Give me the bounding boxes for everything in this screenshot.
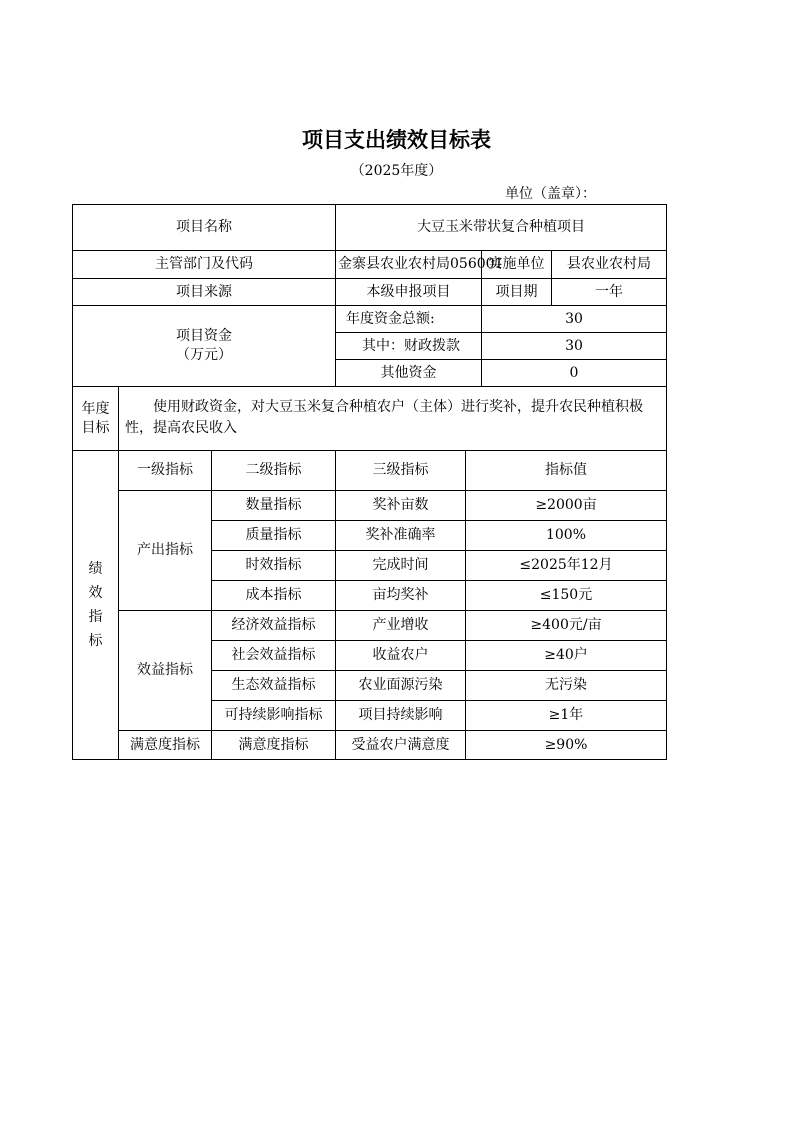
level3-cell: 受益农户满意度	[336, 731, 466, 760]
department-row	[73, 251, 667, 279]
header-level1: 一级指标	[119, 451, 212, 491]
funds-total-value: 30	[482, 306, 667, 333]
value-cell: ≤2025年12月	[466, 551, 667, 581]
level3-cell: 奖补准确率	[336, 521, 466, 551]
implementer-value: 县农业农村局	[552, 251, 667, 279]
annual-goal-text: 使用财政资金，对大豆玉米复合种植农户（主体）进行奖补，提升农民种植积极性，提高农民收入	[119, 387, 667, 451]
value-cell: ≥40户	[466, 641, 667, 671]
project-name-label: 项目名称	[73, 205, 336, 251]
unit-stamp-label: 单位（盖章）：	[505, 186, 596, 202]
level3-cell: 收益农户	[336, 641, 466, 671]
level2-cell: 经济效益指标	[212, 611, 336, 641]
source-row	[73, 279, 667, 306]
funds-total-label: 年度资金总额:	[336, 306, 482, 333]
period-value: 一年	[552, 279, 667, 306]
level2-cell: 可持续影响指标	[212, 701, 336, 731]
annual-goal-label: 年度目标	[73, 387, 119, 451]
funds-label: 项目资金	[176, 328, 232, 344]
header-level3: 三级指标	[336, 451, 466, 491]
value-cell: ≥2000亩	[466, 491, 667, 521]
funds-unit: （万元）	[176, 347, 232, 363]
table-row	[73, 491, 667, 521]
department-label: 主管部门及代码	[73, 251, 336, 279]
level3-cell: 亩均奖补	[336, 581, 466, 611]
performance-target-table	[72, 204, 667, 760]
funds-other-value: 0	[482, 360, 667, 387]
implementer-label: 实施单位	[482, 251, 552, 279]
satisfaction-indicator-label: 满意度指标	[119, 731, 212, 760]
project-name-value: 大豆玉米带状复合种植项目	[336, 205, 667, 251]
value-cell: 100%	[466, 521, 667, 551]
project-name-row	[73, 205, 667, 251]
level2-cell: 质量指标	[212, 521, 336, 551]
level2-cell: 时效指标	[212, 551, 336, 581]
funds-fiscal-value: 30	[482, 333, 667, 360]
header-level2: 二级指标	[212, 451, 336, 491]
page-title: 项目支出绩效目标表	[302, 128, 491, 152]
funds-fiscal-label: 其中：财政拨款	[336, 333, 482, 360]
period-label: 项目期	[482, 279, 552, 306]
level3-cell: 项目持续影响	[336, 701, 466, 731]
department-value: 金寨县农业农村局056001	[336, 251, 482, 279]
value-cell: ≥1年	[466, 701, 667, 731]
level3-cell: 农业面源污染	[336, 671, 466, 701]
output-indicator-label: 产出指标	[119, 491, 212, 611]
level2-cell: 社会效益指标	[212, 641, 336, 671]
funds-label-cell	[73, 306, 336, 387]
indicators-group-label: 绩效指标	[73, 451, 119, 760]
source-label: 项目来源	[73, 279, 336, 306]
level2-cell: 满意度指标	[212, 731, 336, 760]
value-cell: 无污染	[466, 671, 667, 701]
level3-cell: 产业增收	[336, 611, 466, 641]
annual-goal-row	[73, 387, 667, 451]
funds-other-label: 其他资金	[336, 360, 482, 387]
indicator-header-row	[73, 451, 667, 491]
benefit-indicator-label: 效益指标	[119, 611, 212, 731]
value-cell: ≥90%	[466, 731, 667, 760]
table-row	[73, 731, 667, 760]
level2-cell: 生态效益指标	[212, 671, 336, 701]
value-cell: ≥400元/亩	[466, 611, 667, 641]
level3-cell: 奖补亩数	[336, 491, 466, 521]
level3-cell: 完成时间	[336, 551, 466, 581]
level2-cell: 数量指标	[212, 491, 336, 521]
table-row	[73, 611, 667, 641]
funds-total-row	[73, 306, 667, 333]
value-cell: ≤150元	[466, 581, 667, 611]
header-value: 指标值	[466, 451, 667, 491]
source-value: 本级申报项目	[336, 279, 482, 306]
fiscal-year: （2025年度）	[350, 163, 443, 179]
level2-cell: 成本指标	[212, 581, 336, 611]
